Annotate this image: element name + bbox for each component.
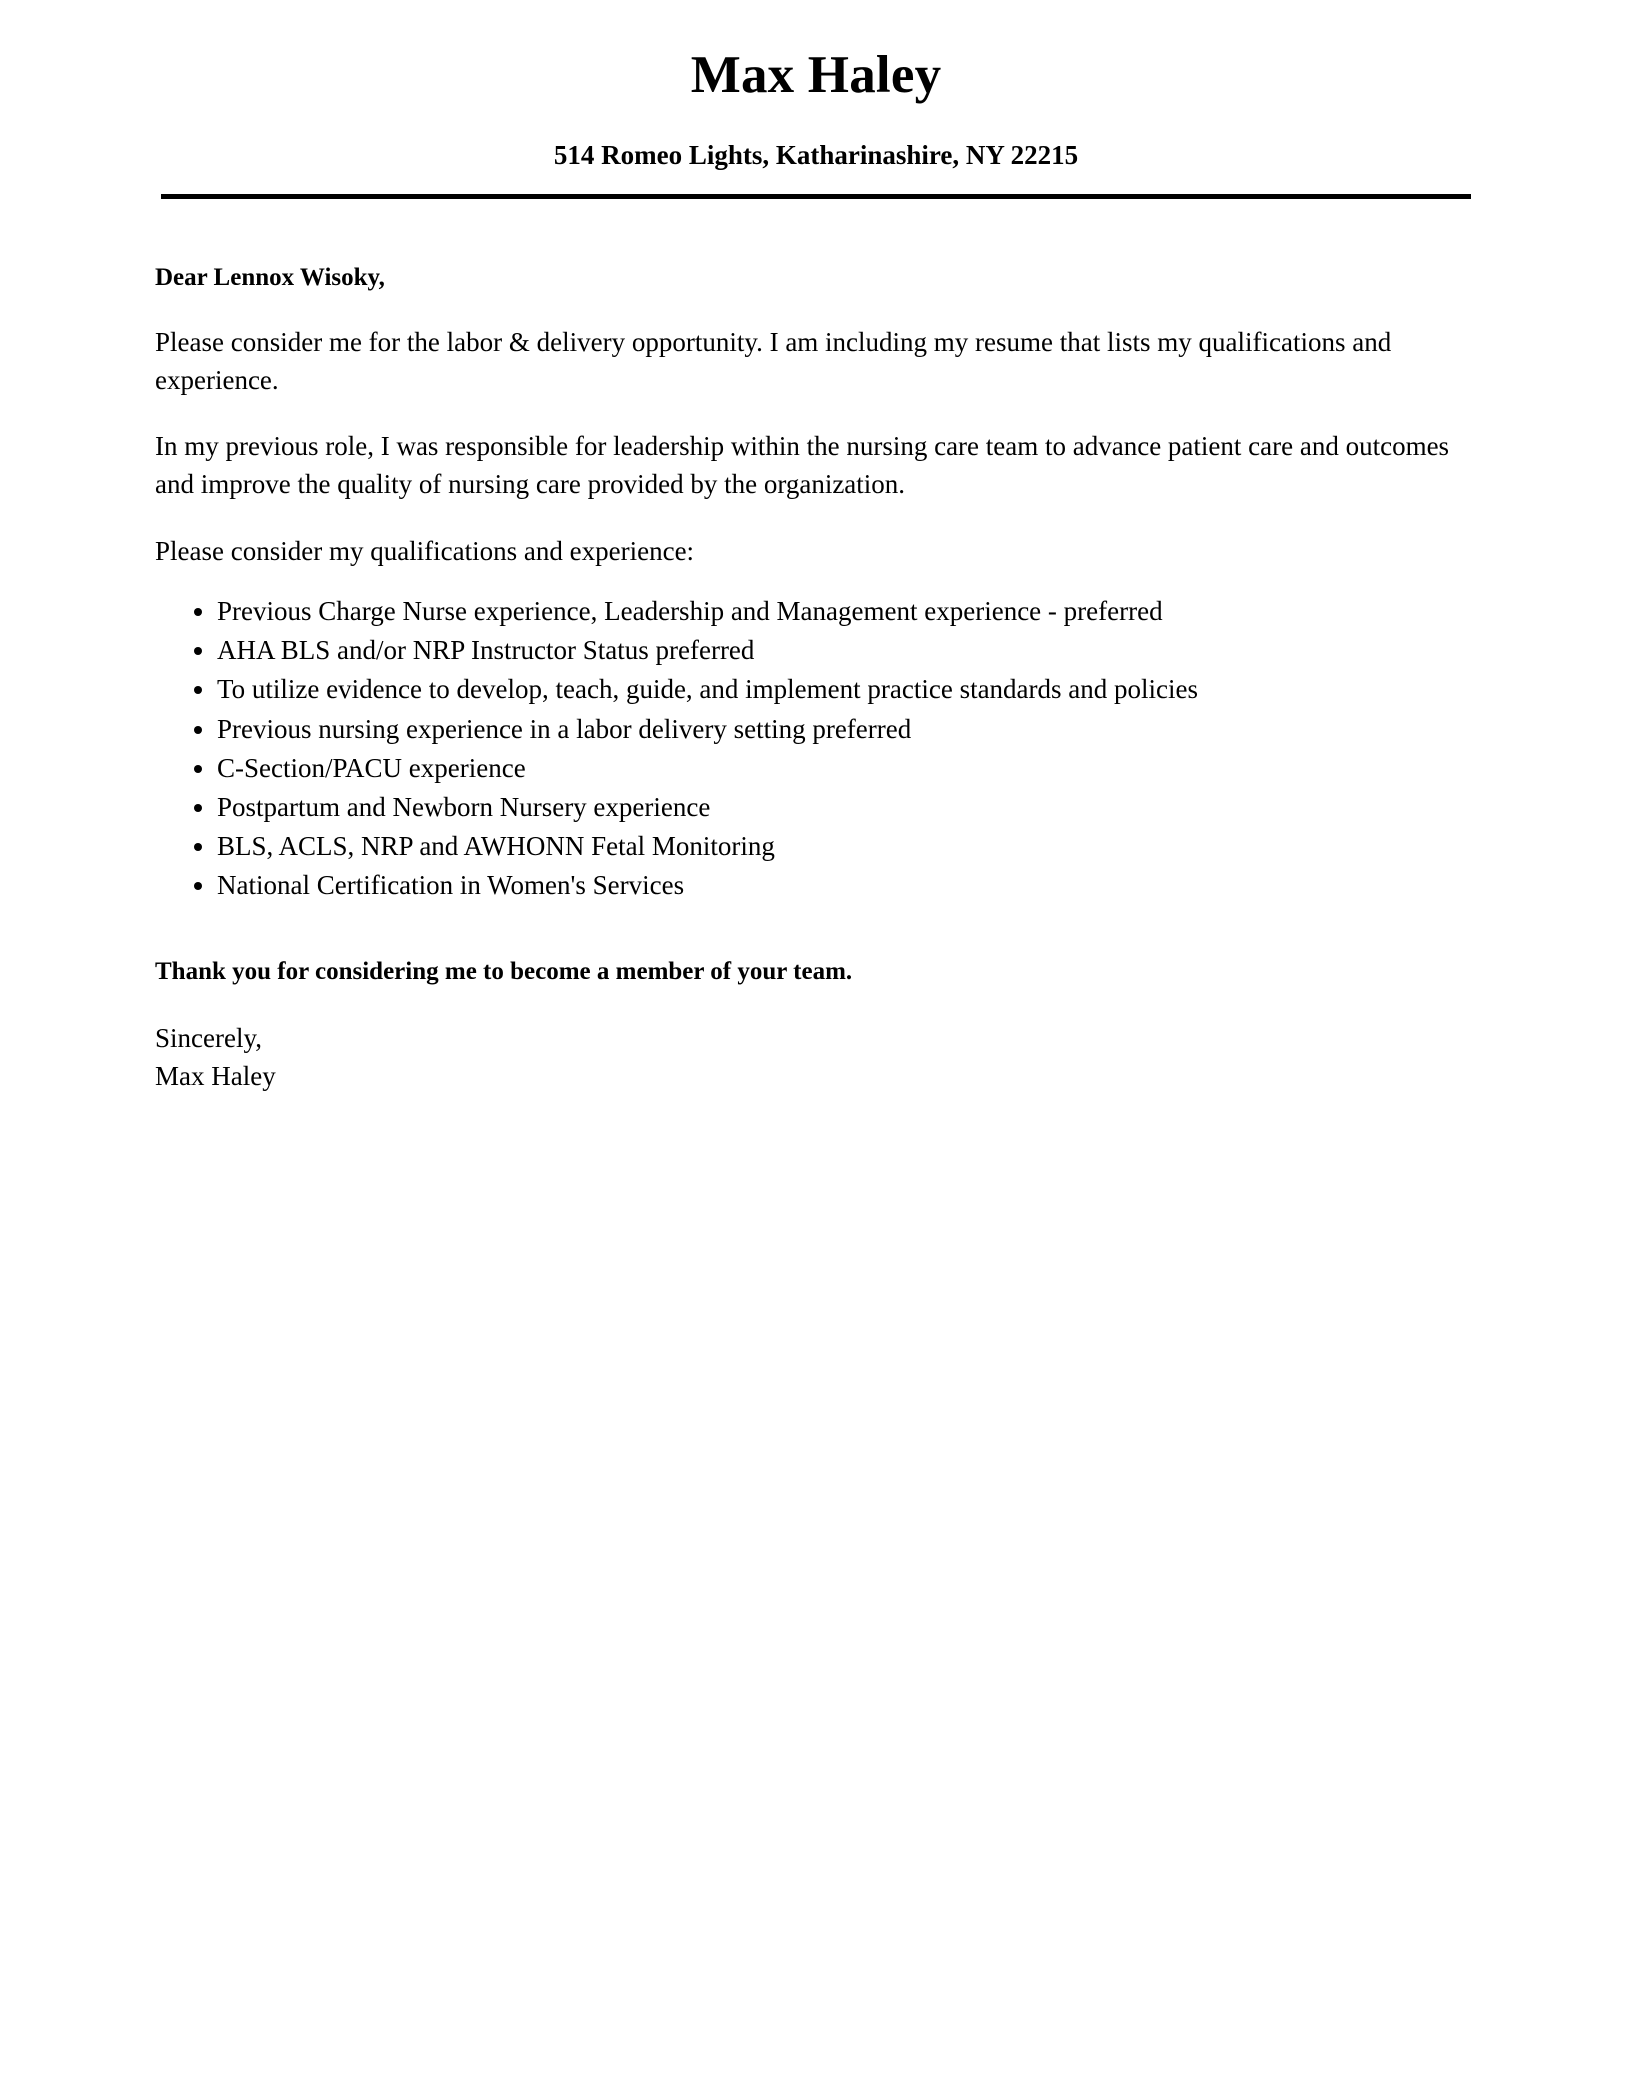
page-title: Max Haley — [690, 46, 942, 104]
list-item: • Previous nursing experience in a labor delivery setting preferred — [217, 710, 1472, 749]
salutation: Dear Lennox Wisoky, — [155, 263, 385, 291]
qualifications-list — [155, 570, 1472, 905]
paragraph-intro: Please consider me for the labor & delivery opportunity. I am including my resume that lists my qualifications and experience. — [155, 326, 1392, 395]
list-item: • Postpartum and Newborn Nursery experience — [217, 788, 1472, 827]
paragraph-experience: In my previous role, I was responsible for leadership within the nursing care team to advance patient care and outcomes and improve the quality of nursing care provided by the organization. — [155, 431, 1450, 500]
list-item: • AHA BLS and/or NRP Instructor Status preferred — [217, 631, 1472, 670]
sign-off-text: Sincerely, — [155, 1023, 262, 1054]
list-item: • Previous Charge Nurse experience, Leadership and Management experience - preferred — [217, 592, 1472, 631]
paragraph-qualifications-intro: Please consider my qualifications and experience: — [155, 535, 695, 566]
list-item: • To utilize evidence to develop, teach, guide, and implement practice standards and policies — [217, 670, 1472, 709]
letter-body — [0, 199, 1632, 1096]
list-item: • BLS, ACLS, NRP and AWHONN Fetal Monitoring — [217, 827, 1472, 866]
letterhead — [0, 0, 1632, 199]
list-item: • National Certification in Women's Services — [217, 866, 1472, 905]
address-line: 514 Romeo Lights, Katharinashire, NY 22215 — [553, 140, 1079, 171]
signature-name: Max Haley — [155, 1061, 276, 1092]
list-item: • C-Section/PACU experience — [217, 749, 1472, 788]
signature-block — [155, 989, 1472, 1096]
closing-statement: Thank you for considering me to become a member of your team. — [155, 958, 853, 986]
